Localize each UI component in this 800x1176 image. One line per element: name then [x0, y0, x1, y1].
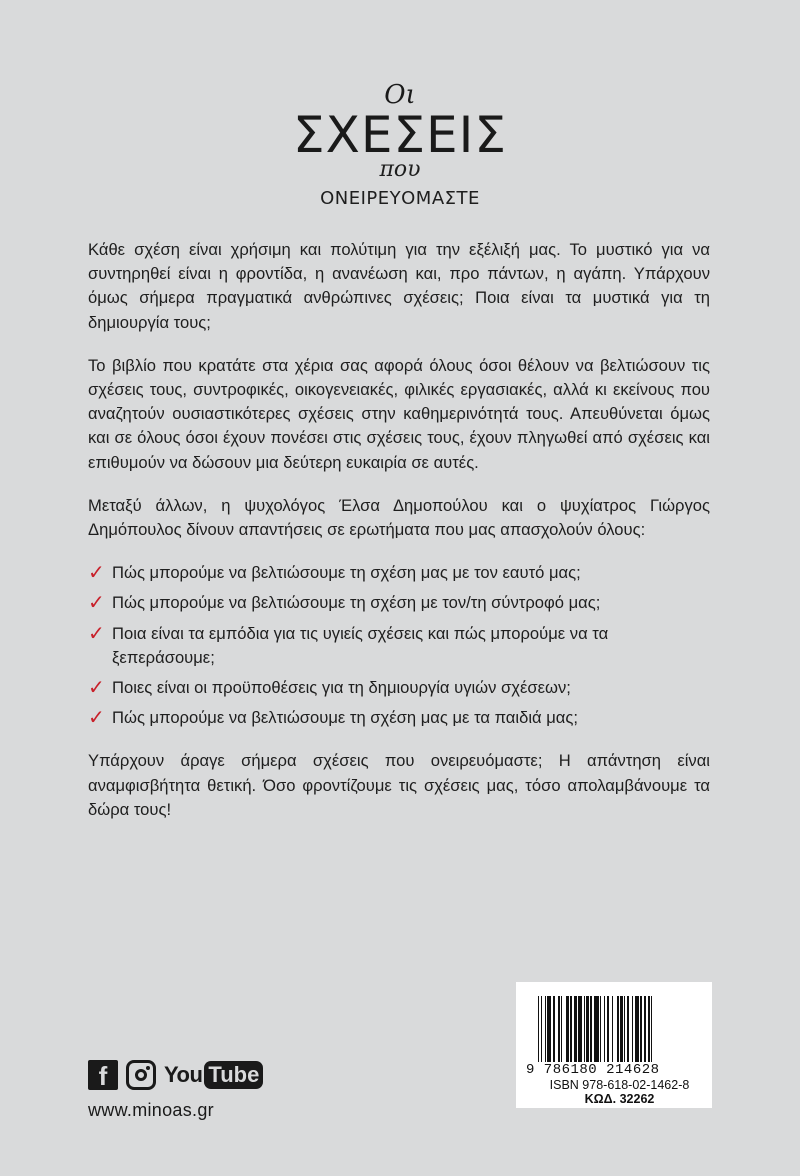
- youtube-logo-tube: Tube: [204, 1061, 263, 1089]
- paragraph-closing: Υπάρχουν άραγε σήμερα σχέσεις που ονειρευόμαστε; Η απάντηση είναι αναμφισβήτητα θετική. Όσο φροντίζουμε τις σχέσεις μας, τόσο απολαμβάνουμε τα δώρα τους!: [88, 751, 710, 819]
- title-main: ΣΧΕΣΕΙΣ: [293, 106, 507, 164]
- list-item: [88, 561, 710, 585]
- barcode-digits: 9 786180 214628: [526, 1062, 660, 1078]
- question-checklist: [88, 561, 710, 730]
- list-item-text: Ποιες είναι οι προϋποθέσεις για τη δημιουργία υγιών σχέσεων;: [112, 678, 571, 698]
- check-mark-icon: ✓: [88, 592, 105, 615]
- list-item-text: Πώς μπορούμε να βελτιώσουμε τη σχέση μας με τα παιδιά μας;: [112, 708, 578, 728]
- check-mark-icon: ✓: [88, 707, 105, 730]
- list-item: [88, 622, 710, 670]
- title-connector: που: [379, 157, 421, 182]
- barcode-icon: [538, 996, 698, 1062]
- youtube-icon[interactable]: [164, 1061, 263, 1089]
- list-item-text: Πώς μπορούμε να βελτιώσουμε τη σχέση μας με τον εαυτό μας;: [112, 563, 581, 583]
- check-mark-icon: ✓: [88, 622, 105, 645]
- paragraph-audience: Το βιβλίο που κρατάτε στα χέρια σας αφορά όλους όσοι θέλουν να βελτιώσουν τις σχέσεις τους, συντροφικές, οικογενειακές, φιλικές εργασιακές, αλλά κι εκείνους που αναζητούν ουσιαστικότερες σχέσεις στην καθημερινότητά τους. Απευθύνεται όμως και σε όλους όσοι έχουν πονέσει στις σχέσεις τους, έχουν πληγωθεί από σχέσεις και επιθυμούν να δώσουν μια δεύτερη ευκαιρία σε αυτές.: [88, 355, 710, 472]
- title-article: Οι: [384, 80, 416, 110]
- blurb-text: [88, 238, 710, 841]
- isbn-number: ISBN 978-618-02-1462-8: [549, 1078, 690, 1092]
- list-item: [88, 591, 710, 615]
- list-item-text: Πώς μπορούμε να βελτιώσουμε τη σχέση με τον/τη σύντροφό μας;: [112, 593, 601, 613]
- check-mark-icon: ✓: [88, 677, 105, 700]
- list-item: [88, 706, 710, 730]
- instagram-icon[interactable]: [126, 1060, 156, 1090]
- paragraph-authors: Μεταξύ άλλων, η ψυχολόγος Έλσα Δημοπούλου και ο ψυχίατρος Γιώργος Δημόπουλος δίνουν απαντήσεις σε ερωτήματα που μας απασχολούν όλους:: [88, 495, 710, 540]
- facebook-icon[interactable]: f: [88, 1060, 118, 1090]
- product-code: ΚΩΔ. 32262: [584, 1092, 655, 1106]
- list-item: [88, 676, 710, 700]
- website-link[interactable]: www.minoas.gr: [88, 1100, 214, 1120]
- youtube-logo-you: You: [164, 1062, 203, 1087]
- list-item-text: Ποια είναι τα εμπόδια για τις υγιείς σχέσεις και πώς μπορούμε να τα ξεπεράσουμε;: [112, 623, 609, 667]
- barcode-panel: [516, 982, 712, 1108]
- book-title: [0, 82, 800, 210]
- paragraph-intro: Κάθε σχέση είναι χρήσιμη και πολύτιμη για την εξέλιξή μας. Το μυστικό για να συντηρηθεί είναι η φροντίδα, η ανανέωση και, προ πάντων, η αγάπη. Υπάρχουν όμως σήμερα πραγματικά ανθρώπινες σχέσεις; Ποια είναι τα μυστικά για τη δημιουργία τους;: [88, 240, 710, 332]
- social-links: [88, 1058, 263, 1092]
- check-mark-icon: ✓: [88, 562, 105, 585]
- title-subtitle: ΟΝΕΙΡΕΥΟΜΑΣΤΕ: [320, 188, 480, 209]
